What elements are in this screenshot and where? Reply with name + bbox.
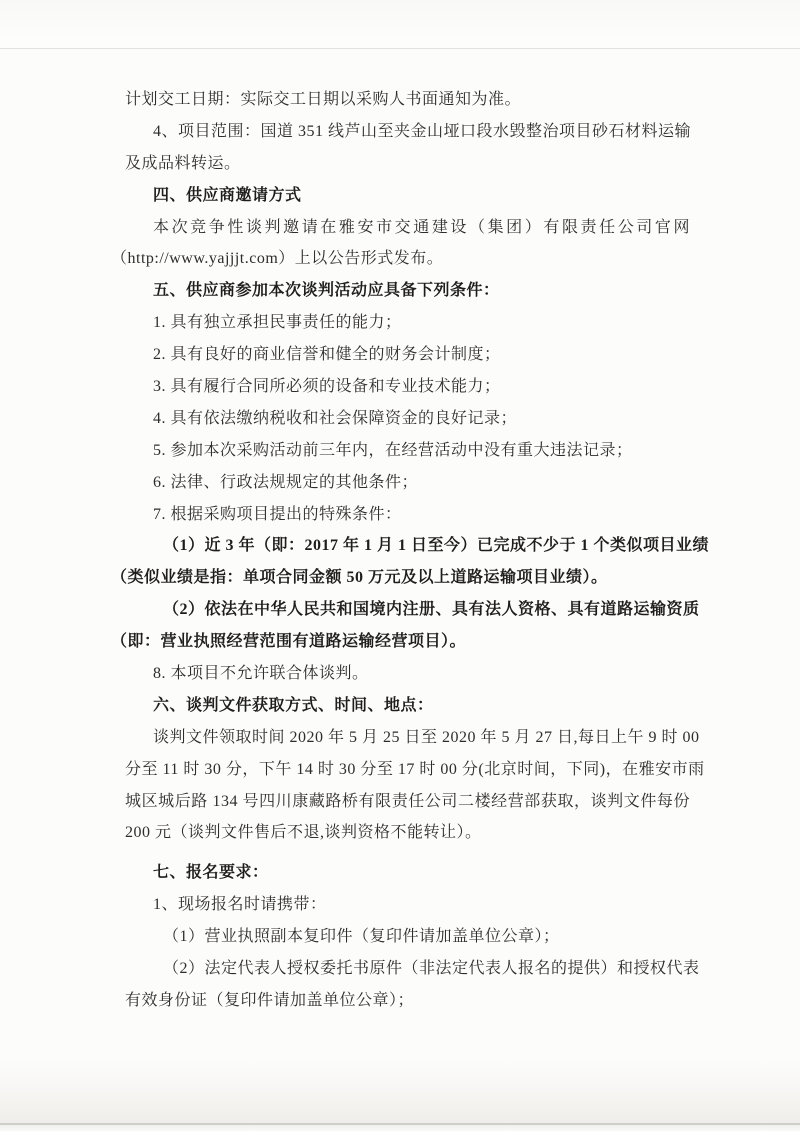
- doc-line: 5. 参加本次采购活动前三年内，在经营活动中没有重大违法记录；: [153, 441, 633, 459]
- doc-line: 六、谈判文件获取方式、时间、地点：: [153, 696, 434, 714]
- doc-line: 7. 根据采购项目提出的特殊条件：: [153, 505, 402, 523]
- doc-line: （http://www.yajjjt.com）上以公告形式发布。: [111, 250, 444, 268]
- doc-line: 有效身份证（复印件请加盖单位公章）；: [125, 991, 415, 1009]
- doc-line: 4. 具有依法缴纳税收和社会保障资金的良好记录；: [153, 409, 518, 427]
- doc-line: （2）法定代表人授权委托书原件（非法定代表人报名的提供）和授权代表: [163, 960, 700, 978]
- doc-line: 四、供应商邀请方式: [153, 186, 302, 204]
- doc-line: 城区城后路 134 号四川康藏路桥有限责任公司二楼经营部获取，谈判文件每份: [125, 792, 690, 810]
- doc-line: 1、现场报名时请携带：: [153, 896, 327, 914]
- doc-line: 及成品料转运。: [125, 154, 241, 172]
- doc-line: 七、报名要求：: [153, 864, 269, 882]
- doc-line: 3. 具有履行合同所必须的设备和专业技术能力；: [153, 378, 501, 396]
- doc-line: 4、项目范围：国道 351 线芦山至夹金山垭口段水毁整治项目砂石材料运输: [153, 122, 692, 140]
- doc-line: 2. 具有良好的商业信誉和健全的财务会计制度；: [153, 346, 501, 364]
- doc-line: 本次竞争性谈判邀请在雅安市交通建设（集团）有限责任公司官网: [153, 218, 690, 236]
- document-body: [111, 84, 710, 1017]
- doc-line: 谈判文件领取时间 2020 年 5 月 25 日至 2020 年 5 月 27 日,每日上午 9 时 00: [153, 728, 700, 746]
- doc-line: （类似业绩是指：单项合同金额 50 万元及以上道路运输项目业绩）。: [111, 569, 608, 587]
- doc-line: （1）近 3 年（即：2017 年 1 月 1 日至今）已完成不少于 1 个类似项目业绩: [163, 537, 710, 555]
- scan-artifact-top-line: [0, 48, 800, 49]
- doc-line: （1）营业执照副本复印件（复印件请加盖单位公章）；: [163, 928, 560, 946]
- doc-line: 6. 法律、行政法规规定的其他条件；: [153, 473, 419, 491]
- scan-artifact-bottom-line: [0, 1123, 800, 1125]
- doc-line: 五、供应商参加本次谈判活动应具备下列条件：: [153, 282, 500, 300]
- doc-line: 1. 具有独立承担民事责任的能力；: [153, 314, 402, 332]
- doc-line: 计划交工日期：实际交工日期以采购人书面通知为准。: [125, 91, 522, 108]
- doc-line: 8. 本项目不允许联合体谈判。: [153, 665, 369, 683]
- doc-line: 200 元（谈判文件售后不退,谈判资格不能转让）。: [125, 824, 482, 842]
- doc-line: （2）依法在中华人民共和国境内注册、具有法人资格、具有道路运输资质: [163, 601, 700, 619]
- doc-line: （即：营业执照经营范围有道路运输经营项目）。: [111, 633, 467, 651]
- doc-line: 分至 11 时 30 分，下午 14 时 30 分至 17 时 00 分(北京时间，下同)，在雅安市雨: [125, 760, 705, 778]
